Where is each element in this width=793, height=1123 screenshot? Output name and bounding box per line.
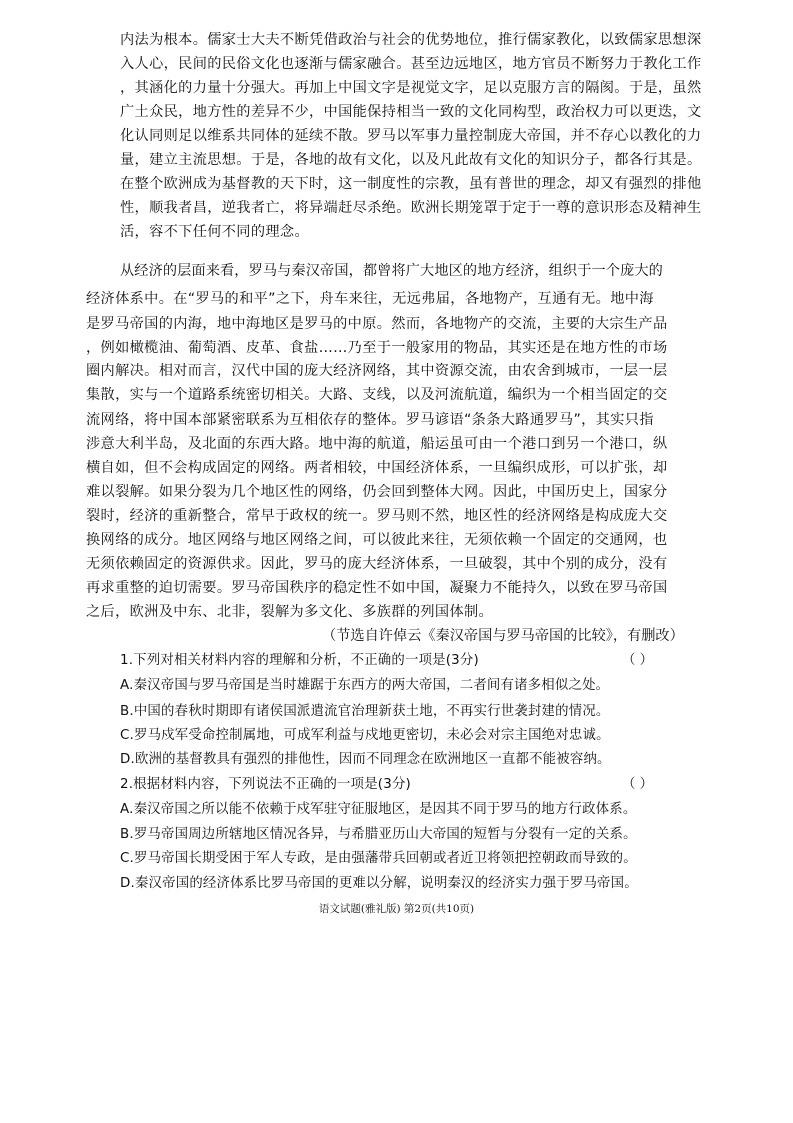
- passage-line: 是罗马帝国的内海，地中海地区是罗马的中原。然而，各地物产的交流，主要的大宗生产品: [86, 316, 668, 332]
- passage-line: 换网络的成分。地区网络与地区网络之间，可以彼此来往，无须依赖一个固定的交通网，也: [86, 532, 668, 548]
- passage-source: （节选自许倬云《秦汉帝国与罗马帝国的比较》，有删改）: [322, 628, 684, 644]
- passage-line: 活，容不下任何不同的理念。: [120, 224, 309, 240]
- page-footer: 语文试题(雅礼版) 第2页(共10页): [318, 903, 475, 915]
- passage-line: 涉意大利半岛，及北面的东西大路。地中海的航道，船运虽可由一个港口到另一个港口，纵: [86, 436, 668, 452]
- option-a: A.秦汉帝国与罗马帝国是当时雄踞于东西方的两大帝国，二者间有诸多相似之处。: [120, 678, 610, 693]
- answer-parentheses: （ ）: [622, 653, 654, 668]
- option-c: C.罗马帝国长期受困于军人专政，是由强藩带兵回朝或者近卫将领把控朝政而导致的。: [120, 851, 637, 866]
- passage-line: 广土众民，地方性的差异不少，中国能保持相当一致的文化同构型，政治权力可以更迭，文: [120, 104, 702, 120]
- question-stem: 1.下列对相关材料内容的理解和分析，不正确的一项是(3分): [120, 653, 479, 668]
- passage-line: 裂时，经济的重新整合，常早于政权的统一。罗马则不然，地区性的经济网络是构成庞大交: [86, 508, 668, 524]
- passage-line: 难以裂解。如果分裂为几个地区性的网络，仍会回到整体大网。因此，中国历史上，国家分: [86, 484, 668, 500]
- passage-line: 从经济的层面来看，罗马与秦汉帝国，都曾将广大地区的地方经济，组织于一个庞大的: [120, 263, 663, 279]
- passage-line: 经济体系中。在“罗马的和平”之下，舟车来往，无远弗届，各地物产，互通有无。地中海: [86, 291, 654, 307]
- passage-line: ，其涵化的力量十分强大。再加上中国文字是视觉文字，足以克服方言的隔阂。于是，虽然: [120, 80, 702, 96]
- passage-line: 无须依赖固定的资源供求。因此，罗马的庞大经济体系，一旦破裂，其中个别的成分，没有: [86, 556, 668, 572]
- passage-line: 入人心，民间的民俗文化也逐渐与儒家融合。甚至边远地区，地方官员不断努力于教化工作: [120, 56, 702, 72]
- passage-line: 之后，欧洲及中东、北非，裂解为多文化、多族群的列国体制。: [86, 604, 494, 620]
- option-b: B.罗马帝国周边所辖地区情况各异，与希腊亚历山大帝国的短暂与分裂有一定的关系。: [120, 827, 637, 842]
- option-a: A.秦汉帝国之所以能不依赖于戍军驻守征服地区，是因其不同于罗马的地方行政体系。: [120, 802, 637, 817]
- passage-line: 性，顺我者昌，逆我者亡，将异端赶尽杀绝。欧洲长期笼罩于定于一尊的意识形态及精神生: [120, 200, 702, 216]
- passage-line: 流网络，将中国本部紧密联系为互相依存的整体。罗马谚语“条条大路通罗马”，其实只指: [86, 412, 654, 428]
- answer-parentheses: （ ）: [622, 777, 654, 792]
- question-stem: 2.根据材料内容，下列说法不正确的一项是(3分): [120, 777, 411, 792]
- passage-line: 横自如，但不会构成固定的网络。两者相较，中国经济体系，一旦编织成形，可以扩张，却: [86, 460, 668, 476]
- passage-line: 在整个欧洲成为基督教的天下时，这一制度性的宗教，虽有普世的理念，却又有强烈的排他: [120, 176, 702, 192]
- passage-line: 内法为根本。儒家士大夫不断凭借政治与社会的优势地位，推行儒家教化，以致儒家思想深: [120, 32, 702, 48]
- option-b: B.中国的春秋时期即有诸侯国派遣流官治理新获土地，不再实行世袭封建的情况。: [120, 704, 610, 719]
- passage-line: 再求重整的迫切需要。罗马帝国秩序的稳定性不如中国，凝聚力不能持久，以致在罗马帝国: [86, 580, 668, 596]
- passage-line: 圈内解决。相对而言，汉代中国的庞大经济网络，其中资源交流，由农舍到城市，一层一层: [86, 363, 668, 379]
- option-d: D.欧洲的基督教具有强烈的排他性，因而不同理念在欧洲地区一直都不能被容纳。: [120, 752, 611, 767]
- passage-line: 量，建立主流思想。于是，各地的故有文化，以及凡此故有文化的知识分子，都各行其是。: [120, 152, 702, 168]
- passage-line: 集散，实与一个道路系统密切相关。大路、支线，以及河流航道，编织为一个相当固定的交: [86, 387, 668, 403]
- option-c: C.罗马戍军受命控制属地，可成军利益与戍地更密切，未必会对宗主国绝对忠诚。: [120, 728, 610, 743]
- passage-line: 化认同则足以维系共同体的延续不散。罗马以军事力量控制庞大帝国，并不存心以教化的力: [120, 128, 702, 144]
- passage-line: ，例如橄榄油、葡萄酒、皮革、食盐……乃至于一般家用的物品，其实还是在地方性的市场: [86, 340, 668, 356]
- option-d: D.秦汉帝国的经济体系比罗马帝国的更难以分解，说明秦汉的经济实力强于罗马帝国。: [120, 876, 638, 891]
